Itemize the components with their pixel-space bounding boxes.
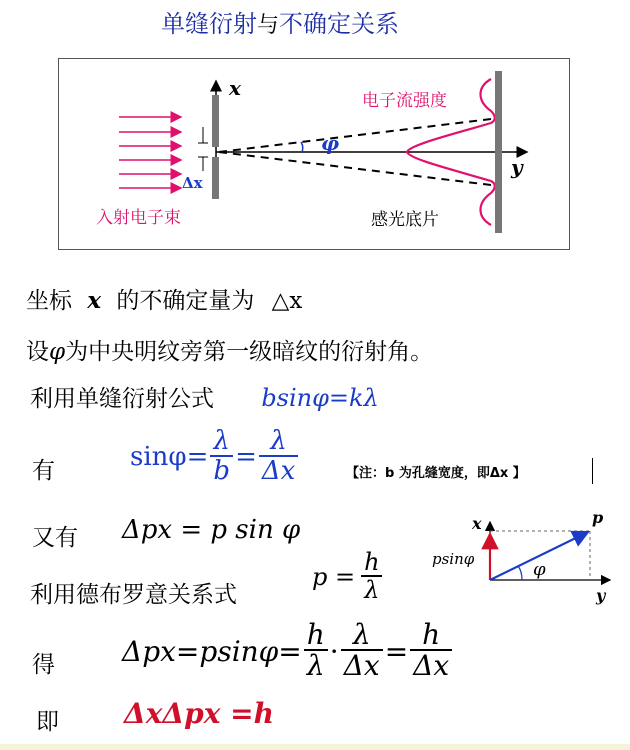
title-part3: 不确定关系 (279, 10, 399, 38)
l7-equation (122, 620, 454, 682)
vec-p-label: p (592, 508, 604, 527)
l7-n3: h (422, 618, 441, 651)
title-part1: 单缝衍射 (160, 10, 257, 38)
l7-frac2 (341, 620, 383, 682)
l4-num1: λ (213, 426, 230, 456)
incident-beam-arrows (119, 117, 181, 188)
l6-p: p = (312, 562, 356, 591)
l7-label: 得 (32, 652, 55, 678)
l7-d1: λ (304, 649, 328, 682)
diffraction-figure (58, 58, 570, 250)
line-uncertainty (26, 282, 302, 315)
vec-psin-label: psinφ (432, 550, 475, 568)
page-title (0, 4, 560, 39)
diagram-y-label: y (511, 155, 523, 179)
l7-d2: Δx (341, 649, 383, 682)
l5-label: 又有 (32, 525, 78, 551)
diagram-x-label: x (229, 76, 241, 100)
beam-label: 入射电子束 (96, 208, 181, 228)
l6-frac (361, 550, 382, 604)
photographic-screen (495, 71, 502, 233)
l8-formula: ΔxΔpx =h (124, 697, 274, 730)
bottom-band (0, 744, 630, 750)
intensity-label: 电子流强度 (362, 91, 447, 111)
l3-formula: bsinφ=kλ (261, 384, 379, 412)
l7-d3: Δx (410, 649, 452, 682)
l6-label: 利用德布罗意关系式 (30, 582, 237, 608)
l4-eq: = (235, 441, 257, 472)
l7-eq: = (384, 634, 409, 668)
l1-x: x (87, 287, 102, 314)
line-formula-intro (30, 380, 379, 413)
l3-text: 利用单缝衍射公式 (30, 386, 214, 412)
vec-angle-arc (518, 566, 522, 580)
l7-dot: · (329, 634, 339, 668)
l6-equation (312, 550, 385, 604)
line-assumption (26, 333, 433, 366)
angle-arc (301, 142, 303, 152)
l4-sin: sinφ= (130, 441, 209, 472)
l4-equation (130, 428, 300, 486)
l4-num2: λ (270, 426, 287, 456)
l2-text1: 设 (26, 339, 49, 365)
delta-x-label: Δx (182, 174, 203, 192)
l6-den: λ (361, 575, 382, 603)
l1-text: 坐标 (26, 288, 72, 314)
l2-text2: 为中央明纹旁第一级暗纹的衍射角。 (65, 339, 434, 365)
title-part2: 与 (256, 13, 279, 38)
l4-note: 【注：b 为孔缝宽度，即Δx 】 (346, 466, 526, 481)
l7-n1: h (306, 618, 325, 651)
l4-den1: b (210, 455, 233, 486)
slit-plate-bottom (212, 157, 219, 199)
l4-frac1 (210, 428, 233, 486)
l1-delta: △x (271, 288, 303, 314)
l4-frac2 (259, 428, 298, 486)
l4-label: 有 (32, 458, 55, 484)
l6-num: h (364, 548, 380, 576)
vec-y-label: y (596, 586, 606, 605)
l7-left: Δpx=psinφ= (122, 634, 302, 668)
l5-formula: Δpx = p sin φ (122, 515, 301, 545)
l8-label: 即 (36, 709, 59, 735)
l1-text2: 的不确定量为 (116, 288, 255, 314)
l7-frac1 (304, 620, 328, 682)
vec-x-label: x (472, 514, 482, 533)
l2-phi: φ (49, 339, 66, 365)
l4-den2: Δx (259, 455, 298, 486)
slit-plate-top (212, 95, 219, 147)
diagram-phi-label: φ (321, 131, 340, 155)
note-divider (592, 458, 593, 484)
screen-label: 感光底片 (371, 210, 439, 230)
delta-x-marker (198, 127, 208, 171)
l7-frac3 (410, 620, 452, 682)
l7-n2: λ (352, 618, 371, 651)
vec-phi-label: φ (533, 559, 546, 580)
